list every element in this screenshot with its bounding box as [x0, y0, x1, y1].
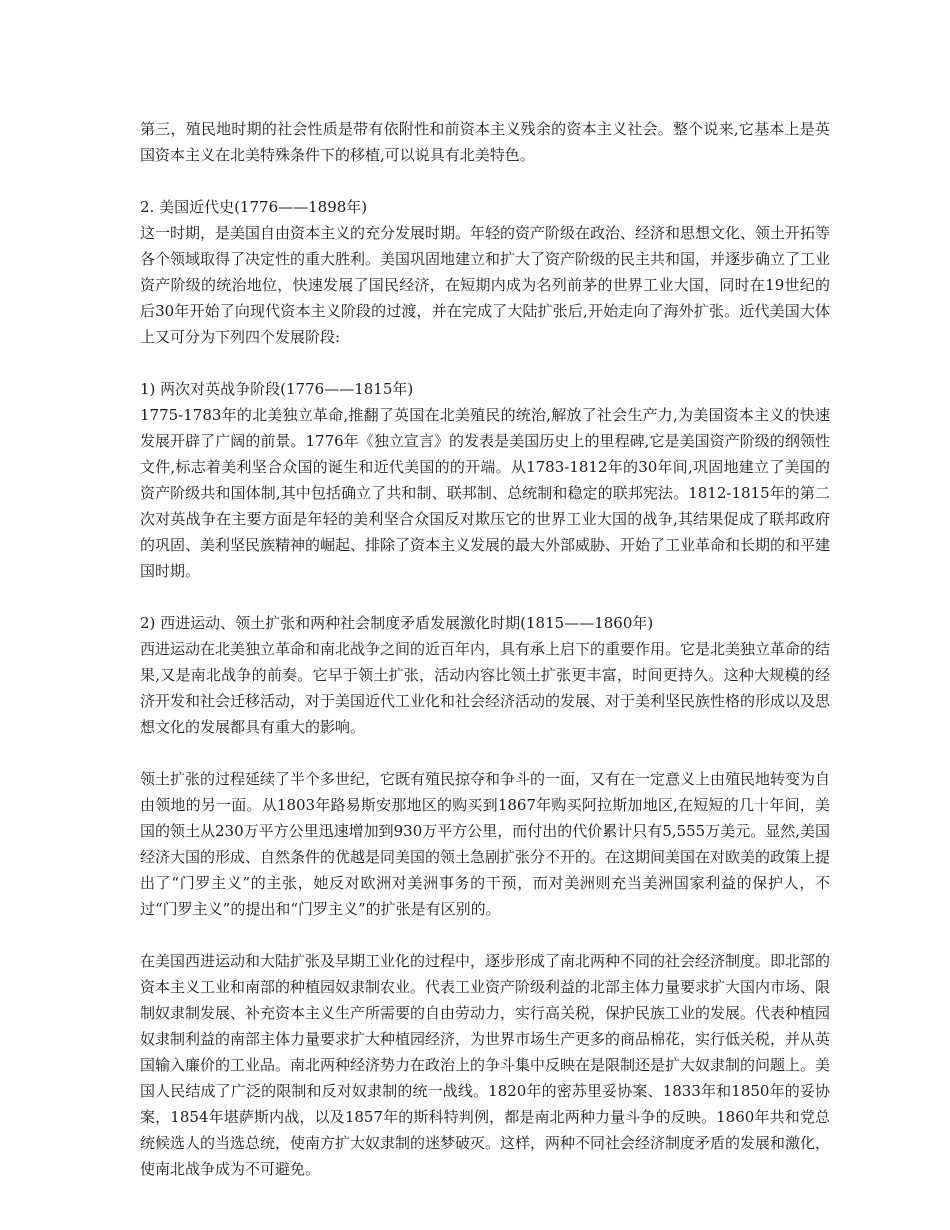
- paragraph-gap: [140, 740, 830, 766]
- document-page: [140, 116, 830, 1182]
- paragraph-gap: [140, 350, 830, 376]
- paragraph-wars-with-britain: 1775-1783年的北美独立革命,推翻了英国在北美殖民的统治,解放了社会生产力,为美国资本主义的快速发展开辟了广阔的前景。1776年《独立宣言》的发表是美国历史上的里程碑,它是美国资产阶级的纲领性文件,标志着美利坚合众国的诞生和近代美国的的开端。从1783-1812年的30年间,巩固地建立了美国的资产阶级共和国体制,其中包括确立了共和制、联邦制、总统制和稳定的联邦宪法。1812-1815年的第二次对英战争在主要方面是年轻的美利坚合众国反对欺压它的世界工业大国的战争,其结果促成了联邦政府的巩固、美利坚民族精神的崛起、排除了资本主义发展的最大外部威胁、开始了工业革命和长期的和平建国时期。: [140, 406, 831, 580]
- paragraph-gap: [140, 584, 830, 610]
- paragraph-modern-history-intro: 这一时期，是美国自由资本主义的充分发展时期。年轻的资产阶级在政治、经济和思想文化、领土开拓等各个领域取得了决定性的重大胜利。美国巩固地建立和扩大了资产阶级的民主共和国，并逐步确立了工业资产阶级的统治地位，快速发展了国民经济，在短期内成为名列前茅的世界工业大国，同时在19世纪的后30年开始了向现代资本主义阶段的过渡，并在完成了大陆扩张后,开始走向了海外扩张。近代美国大体上又可分为下列四个发展阶段:: [140, 224, 831, 346]
- paragraph-gap: [140, 922, 830, 948]
- paragraph-westward-movement: 西进运动在北美独立革命和南北战争之间的近百年内，具有承上启下的重要作用。它是北美独立革命的结果,又是南北战争的前奏。它早于领土扩张，活动内容比领土扩张更丰富，时间更持久。这种大规模的经济开发和社会迁移活动，对于美国近代工业化和社会经济活动的发展、对于美利坚民族性格的形成以及思想文化的发展都具有重大的影响。: [140, 640, 831, 736]
- paragraph-territorial-expansion: 领土扩张的过程延续了半个多世纪，它既有殖民掠夺和争斗的一面，又有在一定意义上由殖民地转变为自由领地的另一面。从1803年路易斯安那地区的购买到1867年购买阿拉斯加地区,在短短的几十年间，美国的领土从230万平方公里迅速增加到930万平方公里，而付出的代价累计只有5,555万美元。显然,美国经济大国的形成、自然条件的优越是同美国的领土急剧扩张分不开的。在这期间美国在对欧美的政策上提出了“门罗主义”的主张，她反对欧洲对美洲事务的干预，而对美洲则充当美洲国家利益的保护人，不过“门罗主义”的提出和“门罗主义”的扩张是有区别的。: [140, 770, 831, 918]
- paragraph-colonial-nature: 第三，殖民地时期的社会性质是带有依附性和前资本主义残余的资本主义社会。整个说来,它基本上是英国资本主义在北美特殊条件下的移植,可以说具有北美特色。: [140, 120, 830, 164]
- section-heading-modern-history: 2. 美国近代史(1776——1898年): [140, 198, 368, 216]
- subsection-heading-westward-expansion: 2) 西进运动、领土扩张和两种社会制度矛盾发展激化时期(1815——1860年): [140, 614, 654, 632]
- subsection-heading-wars-with-britain: 1) 两次对英战争阶段(1776——1815年): [140, 380, 414, 398]
- paragraph-gap: [140, 168, 830, 194]
- paragraph-north-south-systems: 在美国西进运动和大陆扩张及早期工业化的过程中，逐步形成了南北两种不同的社会经济制度。即北部的资本主义工业和南部的种植园奴隶制农业。代表工业资产阶级利益的北部主体力量要求扩大国内市场、限制奴隶制发展、补充资本主义生产所需要的自由劳动力，实行高关税，保护民族工业的发展。代表种植园奴隶制利益的南部主体力量要求扩大种植园经济，为世界市场生产更多的商品棉花，实行低关税，并从英国输入廉价的工业品。南北两种经济势力在政治上的争斗集中反映在是限制还是扩大奴隶制的问题上。美国人民结成了广泛的限制和反对奴隶制的统一战线。1820年的密苏里妥协案、1833年和1850年的妥协案，1854年堪萨斯内战，以及1857年的斯科特判例，都是南北两种力量斗争的反映。1860年共和党总统候选人的当选总统，使南方扩大奴隶制的迷梦破灭。这样，两种不同社会经济制度矛盾的发展和激化，使南北战争成为不可避免。: [140, 952, 831, 1178]
